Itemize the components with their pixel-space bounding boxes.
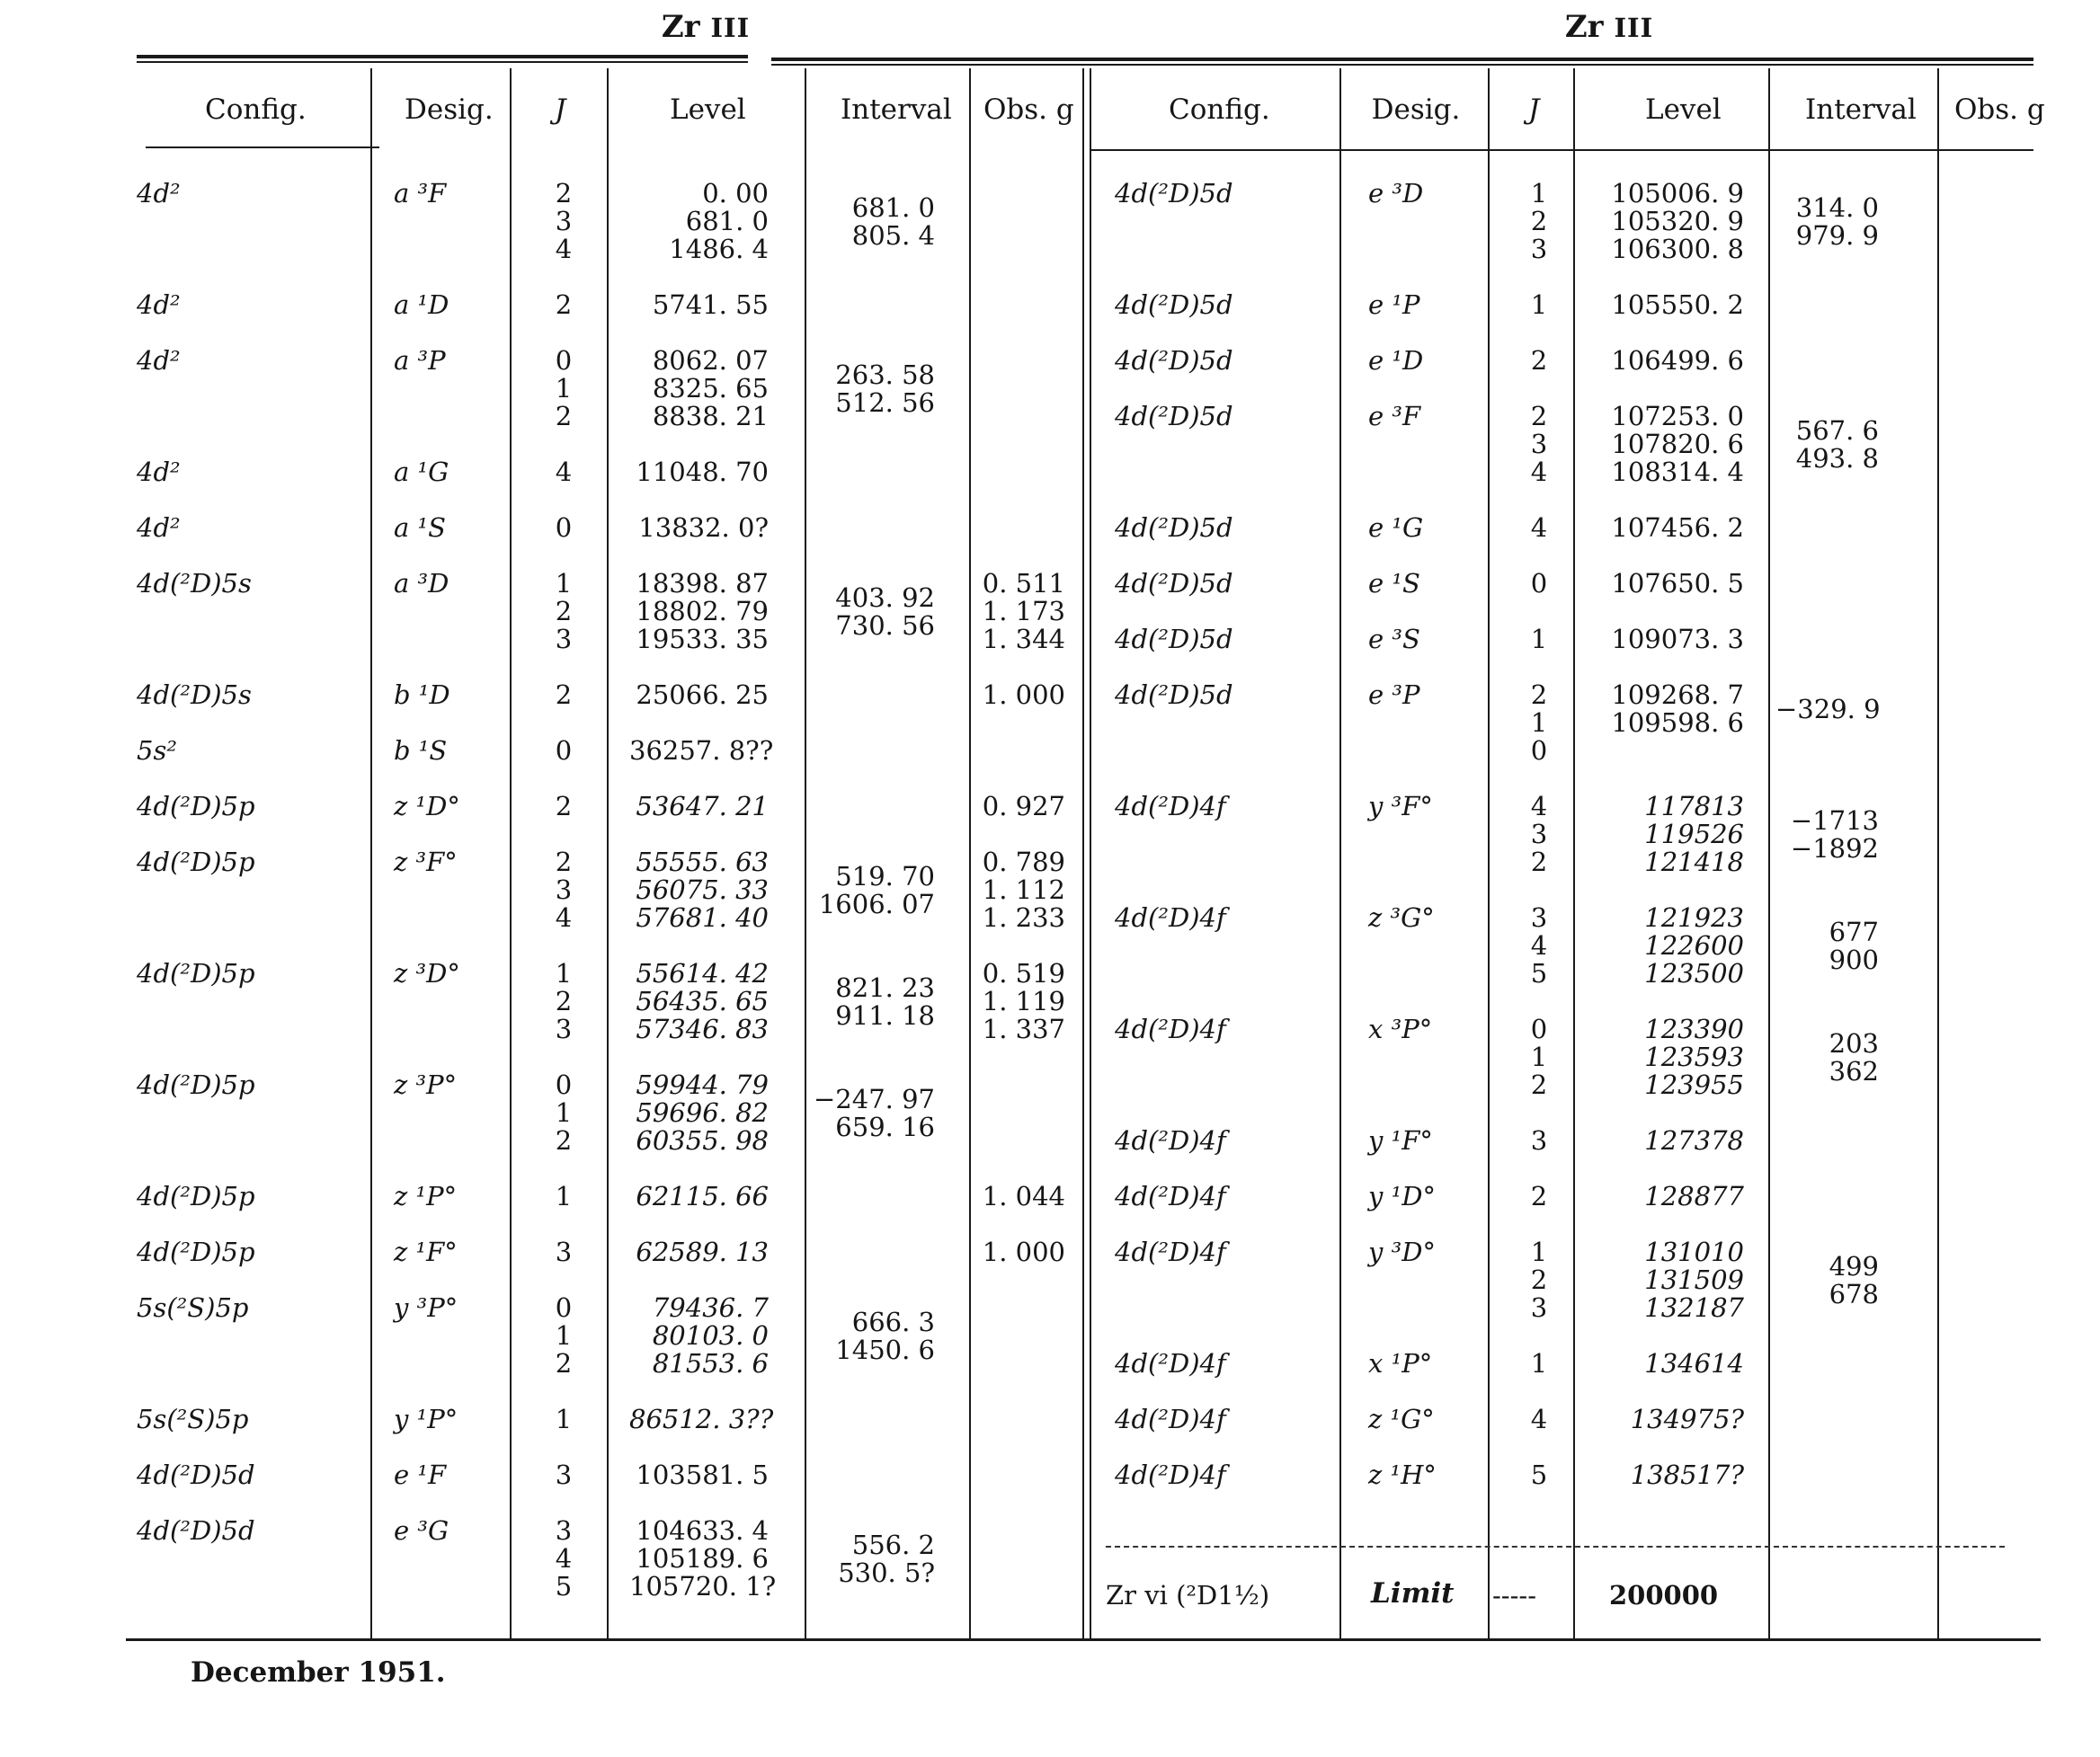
left-level-value: 62115. 66 <box>636 1181 769 1211</box>
header-obsg-left: Obs. g <box>983 93 1074 126</box>
right-config: 4d(²D)5d <box>1115 289 1233 320</box>
left-designation: e ³G <box>394 1515 449 1546</box>
right-config: 4d(²D)5d <box>1115 568 1233 599</box>
right-level-value: 106300. 8 <box>1611 234 1744 264</box>
left-obs-g-value: 1. 044 <box>982 1181 1065 1211</box>
left-config: 4d² <box>137 345 181 376</box>
right-interval-value: −329. 9 <box>1775 693 1881 724</box>
left-j-value: 0 <box>555 345 573 376</box>
left-j-value: 2 <box>555 679 573 710</box>
right-designation: y ¹F° <box>1368 1125 1433 1156</box>
right-level-value: 122600 <box>1644 930 1744 961</box>
left-j-value: 1 <box>555 1404 573 1434</box>
col-rule-6a <box>1082 68 1084 1639</box>
left-j-value: 3 <box>555 1460 573 1490</box>
left-level-value: 80103. 0 <box>652 1320 769 1351</box>
left-config: 4d(²D)5p <box>137 1181 255 1211</box>
right-designation: e ¹D <box>1368 345 1424 376</box>
left-level-value: 53647. 21 <box>636 791 769 821</box>
right-config: 4d(²D)4f <box>1115 1404 1226 1434</box>
col-rule-5 <box>969 68 971 1639</box>
right-j-value: 0 <box>1530 735 1548 766</box>
left-interval-value: 911. 18 <box>835 999 935 1031</box>
left-designation: z ¹P° <box>394 1181 458 1211</box>
left-level-value: 56075. 33 <box>636 874 769 905</box>
right-designation: e ³F <box>1368 401 1421 431</box>
right-j-value: 1 <box>1530 1348 1548 1379</box>
right-level-value: 134975? <box>1630 1404 1744 1434</box>
left-config: 4d² <box>137 457 181 487</box>
right-level-value: 121418 <box>1644 847 1744 877</box>
left-designation: b ¹S <box>394 735 448 766</box>
left-config: 4d(²D)5s <box>137 568 252 599</box>
right-j-value: 0 <box>1530 568 1548 599</box>
right-level-value: 123500 <box>1644 958 1744 989</box>
right-config: 4d(²D)4f <box>1115 1237 1226 1267</box>
top-rule-left <box>137 55 748 58</box>
left-obs-g-value: 1. 112 <box>982 874 1065 905</box>
left-obs-g-value: 0. 927 <box>982 791 1065 821</box>
top-rule-right <box>771 58 2033 61</box>
top-rule-left-thin <box>137 61 748 63</box>
footer-date: December 1951. <box>191 1656 446 1689</box>
right-interval-value: 362 <box>1829 1055 1879 1087</box>
left-config: 5s(²S)5p <box>137 1292 249 1323</box>
left-j-value: 4 <box>555 1543 573 1574</box>
right-designation: z ³G° <box>1368 902 1435 933</box>
right-config: 4d(²D)4f <box>1115 1181 1226 1211</box>
left-j-value: 1 <box>555 1181 573 1211</box>
top-rule-right-thin <box>771 64 2033 66</box>
left-level-value: 8325. 65 <box>652 373 769 404</box>
right-level-value: 105550. 2 <box>1611 289 1744 320</box>
right-j-value: 3 <box>1530 234 1548 264</box>
left-level-value: 18398. 87 <box>636 568 769 599</box>
left-designation: e ¹F <box>394 1460 447 1490</box>
left-config: 4d(²D)5p <box>137 791 255 821</box>
right-j-value: 4 <box>1530 791 1548 821</box>
left-j-value: 2 <box>555 791 573 821</box>
right-config: 4d(²D)4f <box>1115 791 1226 821</box>
left-interval-value: 805. 4 <box>851 219 935 251</box>
left-j-value: 1 <box>555 568 573 599</box>
col-rule-8 <box>1488 68 1490 1639</box>
left-level-value: 55614. 42 <box>636 958 769 989</box>
left-level-value: 0. 00 <box>702 178 769 209</box>
left-level-value: 60355. 98 <box>636 1125 769 1156</box>
left-level-value: 79436. 7 <box>652 1292 769 1323</box>
right-designation: e ¹S <box>1368 568 1420 599</box>
header-j-right: J <box>1528 93 1540 126</box>
left-j-value: 1 <box>555 1097 573 1128</box>
left-config: 4d(²D)5s <box>137 679 252 710</box>
header-level-left: Level <box>670 93 746 126</box>
right-config: 4d(²D)5d <box>1115 401 1233 431</box>
right-config: 4d(²D)4f <box>1115 1460 1226 1490</box>
left-level-value: 55555. 63 <box>636 847 769 877</box>
right-j-value: 3 <box>1530 902 1548 933</box>
header-interval-right: Interval <box>1805 93 1917 126</box>
left-j-value: 0 <box>555 735 573 766</box>
left-designation: z ³F° <box>394 847 458 877</box>
header-desig-left: Desig. <box>405 93 494 126</box>
right-level-value: 131010 <box>1644 1237 1744 1267</box>
left-level-value: 62589. 13 <box>636 1237 769 1267</box>
left-level-value: 59696. 82 <box>636 1097 769 1128</box>
limit-level: 200000 <box>1609 1580 1719 1611</box>
right-j-value: 2 <box>1530 401 1548 431</box>
left-j-value: 2 <box>555 986 573 1016</box>
left-level-value: 13832. 0? <box>638 512 769 543</box>
left-j-value: 2 <box>555 289 573 320</box>
left-j-value: 2 <box>555 1348 573 1379</box>
right-level-value: 134614 <box>1644 1348 1744 1379</box>
left-designation: y ¹P° <box>394 1404 458 1434</box>
left-interval-value: 666. 3 <box>851 1306 935 1337</box>
left-interval-value: 1450. 6 <box>835 1334 935 1365</box>
left-level-value: 104633. 4 <box>636 1515 769 1546</box>
left-config: 5s² <box>137 735 177 766</box>
right-level-value: 123955 <box>1644 1069 1744 1100</box>
right-level-value: 127378 <box>1644 1125 1744 1156</box>
header-interval-left: Interval <box>841 93 952 126</box>
left-j-value: 2 <box>555 1125 573 1156</box>
right-interval-value: −1713 <box>1790 804 1879 836</box>
left-config: 4d(²D)5p <box>137 958 255 989</box>
header-obsg-right: Obs. g <box>1954 93 2045 126</box>
right-level-value: 107456. 2 <box>1611 512 1744 543</box>
left-config: 4d(²D)5d <box>137 1460 255 1490</box>
right-config: 4d(²D)5d <box>1115 679 1233 710</box>
left-level-value: 681. 0 <box>685 206 769 236</box>
left-designation: a ¹G <box>394 457 449 487</box>
right-designation: x ¹P° <box>1368 1348 1433 1379</box>
header-j-left: J <box>555 93 566 126</box>
right-config: 4d(²D)5d <box>1115 624 1233 654</box>
right-j-value: 2 <box>1530 847 1548 877</box>
limit-j: ----- <box>1492 1580 1536 1611</box>
left-j-value: 4 <box>555 457 573 487</box>
right-interval-value: 567. 6 <box>1795 414 1879 446</box>
right-interval-value: 499 <box>1829 1250 1879 1282</box>
left-level-value: 25066. 25 <box>636 679 769 710</box>
right-table-title: Zr III <box>1564 9 1654 45</box>
left-interval-value: 681. 0 <box>851 191 935 223</box>
left-obs-g-value: 1. 000 <box>982 1237 1065 1267</box>
right-designation: y ³F° <box>1368 791 1433 821</box>
right-j-value: 2 <box>1530 679 1548 710</box>
left-interval-value: 530. 5? <box>838 1557 935 1588</box>
right-j-value: 2 <box>1530 1181 1548 1211</box>
left-level-value: 1486. 4 <box>669 234 769 264</box>
left-obs-g-value: 1. 344 <box>982 624 1065 654</box>
col-rule-2 <box>510 68 512 1639</box>
left-designation: a ³D <box>394 568 449 599</box>
right-level-value: 106499. 6 <box>1611 345 1744 376</box>
right-config: 4d(²D)5d <box>1115 178 1233 209</box>
left-designation: z ³D° <box>394 958 460 989</box>
right-interval-value: 900 <box>1829 944 1879 975</box>
left-interval-value: 556. 2 <box>851 1529 935 1560</box>
right-designation: x ³P° <box>1368 1014 1433 1044</box>
header-level-right: Level <box>1645 93 1722 126</box>
left-level-value: 36257. 8?? <box>629 735 774 766</box>
right-level-value: 121923 <box>1644 902 1744 933</box>
left-designation: z ³P° <box>394 1069 458 1100</box>
left-config: 4d² <box>137 289 181 320</box>
left-j-value: 1 <box>555 1320 573 1351</box>
left-table-title: Zr III <box>661 9 751 45</box>
left-obs-g-value: 1. 000 <box>982 679 1065 710</box>
left-j-value: 0 <box>555 1069 573 1100</box>
left-j-value: 5 <box>555 1571 573 1602</box>
col-rule-9 <box>1573 68 1575 1639</box>
left-obs-g-value: 1. 173 <box>982 596 1065 626</box>
right-j-value: 1 <box>1530 1237 1548 1267</box>
left-config: 4d(²D)5p <box>137 1069 255 1100</box>
right-j-value: 3 <box>1530 819 1548 849</box>
right-level-value: 109268. 7 <box>1611 679 1744 710</box>
right-level-value: 138517? <box>1630 1460 1744 1490</box>
right-level-value: 109073. 3 <box>1611 624 1744 654</box>
right-j-value: 4 <box>1530 930 1548 961</box>
left-obs-g-value: 0. 511 <box>982 568 1065 599</box>
left-j-value: 1 <box>555 958 573 989</box>
left-interval-value: 263. 58 <box>835 359 935 390</box>
left-config: 4d(²D)5p <box>137 847 255 877</box>
right-interval-value: −1892 <box>1790 832 1879 864</box>
right-designation: e ³P <box>1368 679 1420 710</box>
left-j-value: 3 <box>555 624 573 654</box>
limit-label: Limit <box>1371 1577 1455 1610</box>
right-j-value: 4 <box>1530 1404 1548 1434</box>
right-j-value: 2 <box>1530 345 1548 376</box>
right-level-value: 105320. 9 <box>1611 206 1744 236</box>
header-underline-right <box>1091 149 2033 151</box>
left-j-value: 3 <box>555 1515 573 1546</box>
right-j-value: 5 <box>1530 1460 1548 1490</box>
right-designation: e ³D <box>1368 178 1424 209</box>
right-level-value: 108314. 4 <box>1611 457 1744 487</box>
left-j-value: 3 <box>555 1237 573 1267</box>
right-level-value: 131509 <box>1644 1265 1744 1295</box>
right-interval-value: 203 <box>1829 1027 1879 1059</box>
left-designation: a ¹S <box>394 512 446 543</box>
left-designation: a ¹D <box>394 289 449 320</box>
right-config: 4d(²D)5d <box>1115 512 1233 543</box>
left-level-value: 57346. 83 <box>636 1014 769 1044</box>
left-level-value: 105189. 6 <box>636 1543 769 1574</box>
right-level-value: 109598. 6 <box>1611 707 1744 738</box>
left-designation: z ¹D° <box>394 791 460 821</box>
left-config: 4d(²D)5p <box>137 1237 255 1267</box>
right-interval-value: 314. 0 <box>1795 191 1879 223</box>
left-level-value: 105720. 1? <box>629 1571 777 1602</box>
right-j-value: 2 <box>1530 1069 1548 1100</box>
left-level-value: 8062. 07 <box>652 345 769 376</box>
right-level-value: 128877 <box>1644 1181 1744 1211</box>
right-j-value: 1 <box>1530 707 1548 738</box>
left-j-value: 1 <box>555 373 573 404</box>
left-j-value: 3 <box>555 206 573 236</box>
right-interval-value: 677 <box>1829 916 1879 947</box>
left-designation: z ¹F° <box>394 1237 458 1267</box>
left-level-value: 59944. 79 <box>636 1069 769 1100</box>
col-rule-4 <box>805 68 806 1639</box>
left-interval-value: −247. 97 <box>814 1083 935 1114</box>
col-rule-7 <box>1339 68 1341 1639</box>
right-designation: e ³S <box>1368 624 1420 654</box>
right-level-value: 119526 <box>1644 819 1744 849</box>
right-j-value: 4 <box>1530 512 1548 543</box>
left-j-value: 4 <box>555 902 573 933</box>
right-config: 4d(²D)5d <box>1115 345 1233 376</box>
left-level-value: 19533. 35 <box>636 624 769 654</box>
header-underline-left <box>146 146 379 148</box>
left-interval-value: 403. 92 <box>835 581 935 613</box>
left-j-value: 3 <box>555 1014 573 1044</box>
left-designation: a ³P <box>394 345 446 376</box>
right-config: 4d(²D)4f <box>1115 902 1226 933</box>
right-designation: e ¹G <box>1368 512 1424 543</box>
right-designation: z ¹H° <box>1368 1460 1437 1490</box>
left-config: 4d(²D)5d <box>137 1515 255 1546</box>
left-j-value: 2 <box>555 596 573 626</box>
right-j-value: 1 <box>1530 624 1548 654</box>
right-j-value: 0 <box>1530 1014 1548 1044</box>
left-designation: y ³P° <box>394 1292 458 1323</box>
header-config-right: Config. <box>1169 93 1270 126</box>
right-level-value: 132187 <box>1644 1292 1744 1323</box>
right-level-value: 117813 <box>1644 791 1744 821</box>
right-j-value: 2 <box>1530 206 1548 236</box>
right-interval-value: 678 <box>1829 1278 1879 1309</box>
left-j-value: 2 <box>555 178 573 209</box>
left-obs-g-value: 1. 337 <box>982 1014 1065 1044</box>
right-interval-value: 979. 9 <box>1795 219 1879 251</box>
left-config: 4d² <box>137 178 181 209</box>
col-rule-3 <box>607 68 609 1639</box>
right-level-value: 107650. 5 <box>1611 568 1744 599</box>
left-level-value: 81553. 6 <box>652 1348 769 1379</box>
right-level-value: 107253. 0 <box>1611 401 1744 431</box>
right-j-value: 1 <box>1530 289 1548 320</box>
left-interval-value: 519. 70 <box>835 860 935 892</box>
right-level-value: 123593 <box>1644 1042 1744 1072</box>
left-config: 5s(²S)5p <box>137 1404 249 1434</box>
left-j-value: 3 <box>555 874 573 905</box>
col-rule-11 <box>1937 68 1939 1639</box>
left-level-value: 86512. 3?? <box>629 1404 774 1434</box>
left-interval-value: 512. 56 <box>835 386 935 418</box>
right-j-value: 5 <box>1530 958 1548 989</box>
left-level-value: 57681. 40 <box>636 902 769 933</box>
col-rule-6b <box>1090 68 1091 1639</box>
left-level-value: 103581. 5 <box>636 1460 769 1490</box>
left-config: 4d² <box>137 512 181 543</box>
left-j-value: 2 <box>555 847 573 877</box>
left-interval-value: 821. 23 <box>835 972 935 1003</box>
left-interval-value: 730. 56 <box>835 609 935 641</box>
right-config: 4d(²D)4f <box>1115 1014 1226 1044</box>
right-config: 4d(²D)4f <box>1115 1125 1226 1156</box>
left-designation: b ¹D <box>394 679 450 710</box>
right-j-value: 1 <box>1530 1042 1548 1072</box>
right-j-value: 2 <box>1530 1265 1548 1295</box>
left-designation: a ³F <box>394 178 447 209</box>
limit-config: Zr vi (²D1½) <box>1106 1580 1270 1611</box>
col-rule-1 <box>370 68 372 1639</box>
right-level-value: 105006. 9 <box>1611 178 1744 209</box>
right-designation: z ¹G° <box>1368 1404 1435 1434</box>
right-level-value: 107820. 6 <box>1611 429 1744 459</box>
left-level-value: 8838. 21 <box>652 401 769 431</box>
left-obs-g-value: 1. 119 <box>982 986 1065 1016</box>
right-j-value: 3 <box>1530 1292 1548 1323</box>
right-interval-value: 493. 8 <box>1795 442 1879 474</box>
left-j-value: 0 <box>555 512 573 543</box>
header-desig-right: Desig. <box>1371 93 1461 126</box>
left-level-value: 56435. 65 <box>636 986 769 1016</box>
right-config: 4d(²D)4f <box>1115 1348 1226 1379</box>
right-j-value: 4 <box>1530 457 1548 487</box>
right-level-value: 123390 <box>1644 1014 1744 1044</box>
right-j-value: 3 <box>1530 1125 1548 1156</box>
left-level-value: 11048. 70 <box>636 457 769 487</box>
right-designation: e ¹P <box>1368 289 1420 320</box>
right-j-value: 1 <box>1530 178 1548 209</box>
left-j-value: 0 <box>555 1292 573 1323</box>
right-designation: y ¹D° <box>1368 1181 1436 1211</box>
col-rule-10 <box>1768 68 1770 1639</box>
right-j-value: 3 <box>1530 429 1548 459</box>
right-designation: y ³D° <box>1368 1237 1436 1267</box>
left-j-value: 4 <box>555 234 573 264</box>
left-interval-value: 1606. 07 <box>818 888 935 919</box>
left-level-value: 18802. 79 <box>636 596 769 626</box>
left-obs-g-value: 1. 233 <box>982 902 1065 933</box>
header-config-left: Config. <box>205 93 307 126</box>
left-interval-value: 659. 16 <box>835 1111 935 1142</box>
left-obs-g-value: 0. 789 <box>982 847 1065 877</box>
left-obs-g-value: 0. 519 <box>982 958 1065 989</box>
left-level-value: 5741. 55 <box>652 289 769 320</box>
left-j-value: 2 <box>555 401 573 431</box>
